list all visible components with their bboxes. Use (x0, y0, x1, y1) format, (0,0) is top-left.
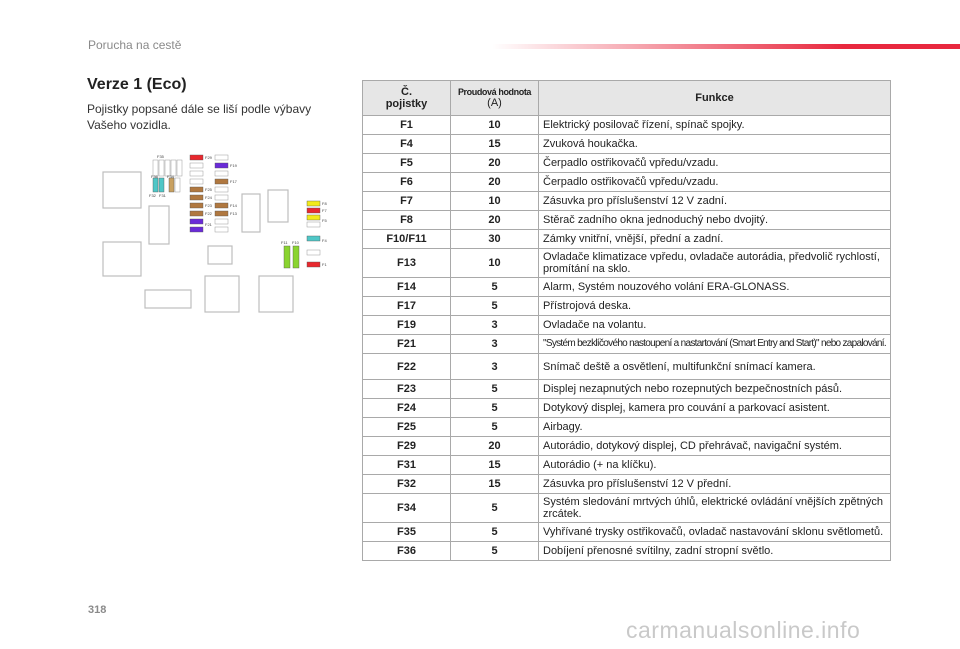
label-f8: F8 (322, 201, 327, 206)
label-f10: F10 (292, 240, 299, 245)
column-header-number: Č. pojistky (363, 81, 451, 116)
table-row (363, 475, 891, 494)
amps-cell: 3 (451, 316, 539, 335)
fuse-cell: F19 (363, 316, 451, 335)
amps-cell: 5 (451, 278, 539, 297)
table-row (363, 249, 891, 278)
table-row (363, 135, 891, 154)
function-cell: Dobíjení přenosné svítilny, zadní stropní světlo. (539, 542, 891, 561)
function-cell: Airbagy. (539, 418, 891, 437)
function-cell: Ovladače na volantu. (539, 316, 891, 335)
header-accent-bar (492, 44, 960, 49)
label-f34: F34 (167, 174, 174, 179)
fuse-table (362, 80, 891, 561)
section-title: Verze 1 (Eco) (87, 76, 187, 93)
label-f31: F31 (159, 193, 166, 198)
fuse-cell: F29 (363, 437, 451, 456)
fuse-cell: F25 (363, 418, 451, 437)
amps-cell: 30 (451, 230, 539, 249)
function-cell: Autorádio, dotykový displej, CD přehrávač, navigační systém. (539, 437, 891, 456)
label-f14: F14 (230, 203, 237, 208)
table-row (363, 399, 891, 418)
function-cell: Zvuková houkačka. (539, 135, 891, 154)
fuse-cell: F23 (363, 380, 451, 399)
fuse-cell: F14 (363, 278, 451, 297)
amps-cell: 5 (451, 297, 539, 316)
table-row (363, 297, 891, 316)
label-f25: F25 (205, 187, 212, 192)
function-cell: Vyhřívané trysky ostřikovačů, ovladač nastavování sklonu světlometů. (539, 523, 891, 542)
function-cell: Čerpadlo ostřikovačů vpředu/vzadu. (539, 154, 891, 173)
fuse-cell: F5 (363, 154, 451, 173)
table-row (363, 354, 891, 380)
amps-cell: 20 (451, 437, 539, 456)
label-f4: F4 (322, 238, 327, 243)
label-f13: F13 (230, 211, 237, 216)
amps-cell: 10 (451, 249, 539, 278)
fuse-cell: F22 (363, 354, 451, 380)
label-f32: F32 (149, 193, 156, 198)
amps-cell: 15 (451, 135, 539, 154)
fuse-cell: F10/F11 (363, 230, 451, 249)
fuse-cell: F35 (363, 523, 451, 542)
page-number: 318 (88, 604, 107, 616)
label-f17: F17 (230, 179, 237, 184)
table-row (363, 278, 891, 297)
function-cell: Displej nezapnutých nebo rozepnutých bezpečnostních pásů. (539, 380, 891, 399)
label-f29: F29 (205, 155, 212, 160)
amps-cell: 3 (451, 335, 539, 354)
amps-cell: 15 (451, 456, 539, 475)
function-cell: Dotykový displej, kamera pro couvání a parkovací asistent. (539, 399, 891, 418)
chapter-title: Porucha na cestě (88, 38, 182, 52)
function-cell: Čerpadlo ostřikovačů vpředu/vzadu. (539, 173, 891, 192)
table-row (363, 116, 891, 135)
function-cell: Autorádio (+ na klíčku). (539, 456, 891, 475)
function-cell: Snímač deště a osvětlení, multifunkční snímací kamera. (539, 354, 891, 380)
label-f1: F1 (322, 262, 327, 267)
table-row (363, 523, 891, 542)
column-header-current: Proudová hodnota (A) (451, 81, 539, 116)
label-f22: F22 (205, 211, 212, 216)
function-cell: Zásuvka pro příslušenství 12 V zadní. (539, 192, 891, 211)
label-f23: F23 (205, 203, 212, 208)
fuse-cell: F21 (363, 335, 451, 354)
amps-cell: 10 (451, 192, 539, 211)
function-cell: Zásuvka pro příslušenství 12 V přední. (539, 475, 891, 494)
amps-cell: 5 (451, 418, 539, 437)
table-row (363, 192, 891, 211)
fuse-cell: F17 (363, 297, 451, 316)
fuse-cell: F4 (363, 135, 451, 154)
fuse-cell: F7 (363, 192, 451, 211)
label-f36: F36 (151, 174, 158, 179)
column-header-function: Funkce (539, 81, 891, 116)
label-f19: F19 (230, 163, 237, 168)
table-row (363, 211, 891, 230)
function-cell: Systém sledování mrtvých úhlů, elektrické ovládání vnějších zpětných zrcátek. (539, 494, 891, 523)
label-f11: F11 (281, 240, 288, 245)
label-f5: F5 (322, 218, 327, 223)
fuse-cell: F24 (363, 399, 451, 418)
function-cell: Alarm, Systém nouzového volání ERA-GLONASS. (539, 278, 891, 297)
fuse-cell: F32 (363, 475, 451, 494)
function-cell: Zámky vnitřní, vnější, přední a zadní. (539, 230, 891, 249)
fuse-cell: F34 (363, 494, 451, 523)
label-f35: F35 (157, 154, 164, 159)
amps-cell: 20 (451, 211, 539, 230)
fuse-cell: F36 (363, 542, 451, 561)
label-f24: F24 (205, 195, 212, 200)
amps-cell: 5 (451, 399, 539, 418)
table-header-row (363, 81, 891, 116)
table-row (363, 380, 891, 399)
amps-cell: 20 (451, 154, 539, 173)
fuse-cell: F6 (363, 173, 451, 192)
table-row (363, 494, 891, 523)
table-row (363, 335, 891, 354)
table-row (363, 456, 891, 475)
amps-cell: 3 (451, 354, 539, 380)
function-cell: Stěrač zadního okna jednoduchý nebo dvojitý. (539, 211, 891, 230)
amps-cell: 5 (451, 380, 539, 399)
amps-cell: 15 (451, 475, 539, 494)
table-row (363, 437, 891, 456)
amps-cell: 20 (451, 173, 539, 192)
fuse-cell: F13 (363, 249, 451, 278)
function-cell: Přístrojová deska. (539, 297, 891, 316)
label-f21: F21 (205, 222, 212, 227)
table-row (363, 542, 891, 561)
fuse-cell: F8 (363, 211, 451, 230)
amps-cell: 5 (451, 542, 539, 561)
label-f7: F7 (322, 208, 327, 213)
table-row (363, 316, 891, 335)
function-cell: Ovladače klimatizace vpředu, ovladače autorádia, předvolič rychlostí, promítání na sklo. (539, 249, 891, 278)
fuse-box-diagram (95, 150, 335, 320)
amps-cell: 5 (451, 523, 539, 542)
table-row (363, 230, 891, 249)
amps-cell: 5 (451, 494, 539, 523)
table-row (363, 418, 891, 437)
function-cell: Elektrický posilovač řízení, spínač spojky. (539, 116, 891, 135)
fuse-cell: F31 (363, 456, 451, 475)
table-row (363, 173, 891, 192)
watermark: carmanualsonline.info (626, 617, 861, 643)
amps-cell: 10 (451, 116, 539, 135)
function-cell: "Systém bezklíčového nastoupení a nastartování (Smart Entry and Start)" nebo zapalování. (539, 335, 891, 354)
section-description: Pojistky popsané dále se liší podle výbavy Vašeho vozidla. (87, 102, 312, 132)
fuse-cell: F1 (363, 116, 451, 135)
table-row (363, 154, 891, 173)
